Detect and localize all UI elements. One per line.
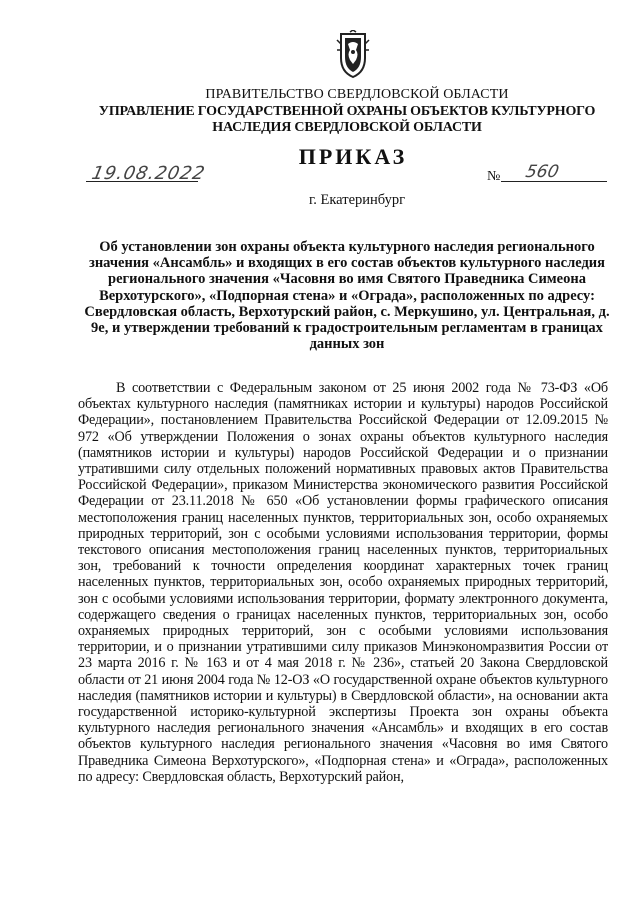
order-heading: Об установлении зон охраны объекта культурного наследия регионального значения «Ансамбль» и входящих в его состав объектов культурного наследия регионального значения «Часовня во имя Святого Праведника Симеона Верхотурского», «Подпорная стена» и «Ограда», расположенных по адресу: Свердловская область, Верхотурский район, с. Меркушино, ул. Центральная, д. 9е, и утверждении требований к градостроительным регламентам в границах данных зон	[84, 239, 610, 353]
order-number: 560	[523, 162, 561, 182]
order-date: 19.08.2022	[89, 163, 208, 184]
number-label: №	[487, 169, 501, 184]
government-name: ПРАВИТЕЛЬСТВО СВЕРДЛОВСКОЙ ОБЛАСТИ	[205, 87, 509, 102]
department-name: УПРАВЛЕНИЕ ГОСУДАРСТВЕННОЙ ОХРАНЫ ОБЪЕКТОВ КУЛЬТУРНОГО НАСЛЕДИЯ СВЕРДЛОВСКОЙ ОБЛАСТИ	[98, 104, 596, 135]
city: г. Екатеринбург	[308, 192, 406, 208]
coat-of-arms-icon	[331, 30, 375, 80]
document-type: ПРИКАЗ	[298, 144, 408, 169]
date-underline	[86, 181, 198, 182]
number-underline	[501, 181, 607, 182]
body-paragraph: В соответствии с Федеральным законом от 25 июня 2002 года № 73-ФЗ «Об объектах культурного наследия (памятниках истории и культуры) народов Российской Федерации», постановлением Правительства Российской Федерации от 12.09.2015 № 972 «Об утверждении Положения о зонах охраны объектов культурного наследия (памятников истории и культуры) народов Российской Федерации и о признании утратившими силу отдельных положений нормативных правовых актов Правительства Российской Федерации», приказом Министерства экономического развития Российской Федерации от 23.11.2018 № 650 «Об установлении формы графического описания местоположения границ населенных пунктов, территориальных зон, особо охраняемых природных территорий, зон с особыми условиями использования территории, формы текстового описания местоположения границ населенных пунктов, территориальных зон, требований к точности определения координат характерных точек границ населенных пунктов, территориальных зон, особо охраняемых природных территорий, зон с особыми условиями использования территории, формату электронного документа, содержащего сведения о границах населенных пунктов, территориальных зон, особо охраняемых природных территорий, зон с особыми условиями использования территории, и о признании утратившими силу приказов Минэкономразвития России от 23 марта 2016 г. № 163 и от 4 мая 2018 г. № 236», статьей 20 Закона Свердловской области от 21 июня 2004 года № 12-ОЗ «О государственной охране объектов культурного наследия (памятников истории и культуры) в Свердловской области», на основании акта государственной историко-культурной экспертизы Проекта зон охраны объекта культурного наследия регионального значения «Ансамбль» и входящих в его состав объектов культурного наследия регионального значения «Часовня во имя Святого Праведника Симеона Верхотурского», «Подпорная стена» и «Ограда», расположенных по адресу: Свердловская область, Верхотурский район,	[78, 380, 608, 785]
